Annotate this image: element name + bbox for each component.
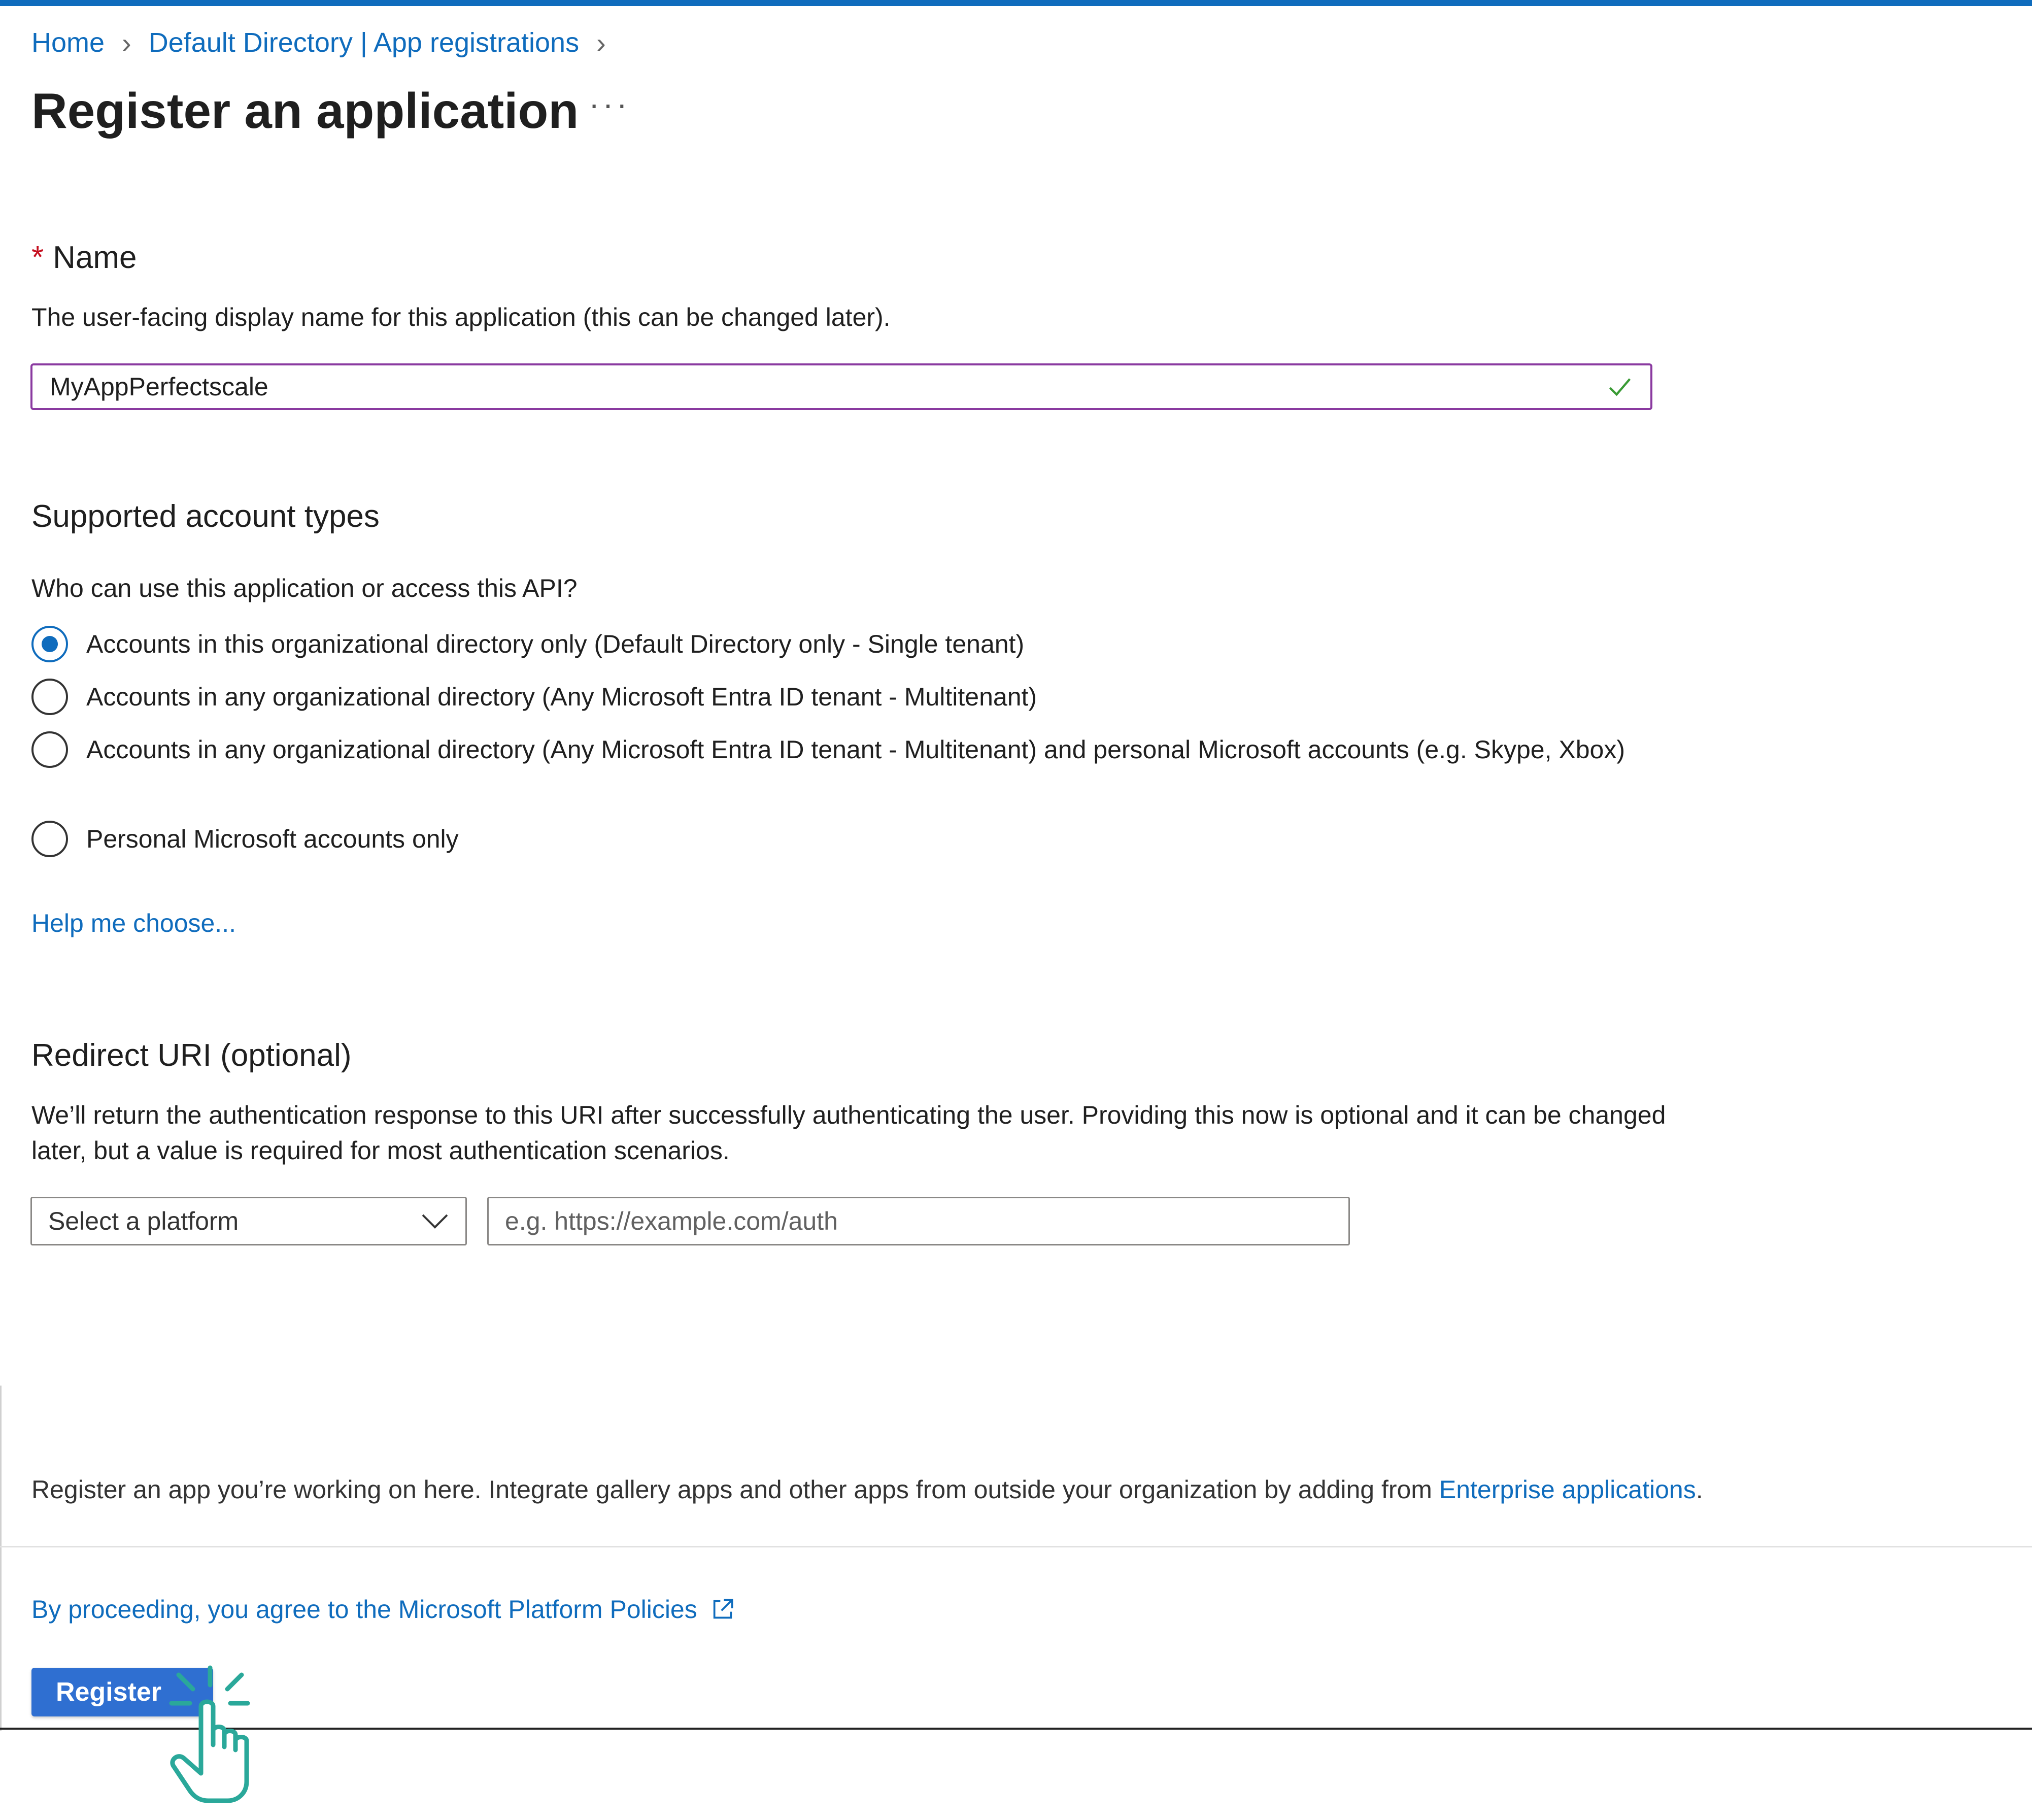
ellipsis-icon[interactable]: ···: [589, 86, 630, 122]
radio-selected-icon[interactable]: [31, 626, 68, 662]
redirect-uri-description: We’ll return the authentication response to this URI after successfully authenticating the user. Providing this now is optional and it can be changed later, but a value is required for most authentication scenarios.: [31, 1101, 1666, 1165]
radio-option-label: Accounts in any organizational directory (Any Microsoft Entra ID tenant - Multitenant) and personal Microsoft accounts (e.g. Skype, Xbox): [86, 735, 1625, 764]
footer-left-border: [0, 1386, 2, 1731]
breadcrumb-app-registrations[interactable]: Default Directory | App registrations: [148, 27, 580, 58]
account-types-question: Who can use this application or access this API?: [31, 574, 578, 602]
platform-policies-text[interactable]: By proceeding, you agree to the Microsoft Platform Policies: [31, 1595, 697, 1624]
redirect-uri-input[interactable]: [487, 1197, 1350, 1245]
name-label-text: Name: [53, 240, 137, 275]
register-button[interactable]: Register: [31, 1668, 213, 1716]
name-description: The user-facing display name for this application (this can be changed later).: [31, 303, 891, 331]
footer-info: [31, 1472, 2011, 1507]
check-icon: [1607, 374, 1633, 400]
bottom-border: [0, 1728, 2032, 1730]
account-types-heading: Supported account types: [31, 499, 380, 534]
breadcrumb: [31, 23, 623, 62]
chevron-down-icon: [421, 1212, 449, 1230]
top-accent-bar: [0, 0, 2032, 6]
redirect-uri-heading: Redirect URI (optional): [31, 1038, 352, 1073]
platform-select[interactable]: [30, 1197, 467, 1245]
name-input[interactable]: [30, 363, 1652, 410]
help-me-choose-link[interactable]: Help me choose...: [31, 909, 236, 937]
chevron-right-icon: ›: [122, 26, 131, 59]
radio-unselected-icon[interactable]: [31, 821, 68, 857]
radio-option-label: Accounts in this organizational directory only (Default Directory only - Single tenant): [86, 630, 1025, 658]
hand-pointer-icon: [152, 1660, 274, 1817]
radio-option-multitenant-personal[interactable]: [31, 732, 1655, 768]
enterprise-applications-link[interactable]: Enterprise applications: [1439, 1475, 1696, 1504]
radio-option-label: Accounts in any organizational directory (Any Microsoft Entra ID tenant - Multitenant): [86, 683, 1037, 711]
footer-divider: [0, 1546, 2032, 1547]
page-title: Register an application: [31, 83, 579, 139]
radio-unselected-icon[interactable]: [31, 679, 68, 715]
breadcrumb-home[interactable]: Home: [31, 27, 105, 58]
radio-unselected-icon[interactable]: [31, 731, 68, 768]
external-link-icon: [708, 1595, 737, 1624]
footer-info-text: Register an app you’re working on here. Integrate gallery apps and other apps from outside your organization by adding from: [31, 1475, 1439, 1504]
name-label: [31, 239, 137, 277]
radio-option-label: Personal Microsoft accounts only: [86, 825, 459, 853]
platform-select-value: Select a platform: [48, 1207, 239, 1235]
radio-option-personal-only[interactable]: [31, 821, 1655, 857]
footer-info-end: .: [1696, 1475, 1703, 1504]
name-input-value[interactable]: MyAppPerfectscale: [50, 373, 268, 401]
chevron-right-icon: ›: [596, 26, 606, 59]
required-mark: *: [31, 240, 44, 275]
platform-policies-link[interactable]: [31, 1592, 737, 1627]
radio-option-multitenant[interactable]: [31, 679, 1655, 715]
radio-option-single-tenant[interactable]: [31, 626, 1655, 662]
